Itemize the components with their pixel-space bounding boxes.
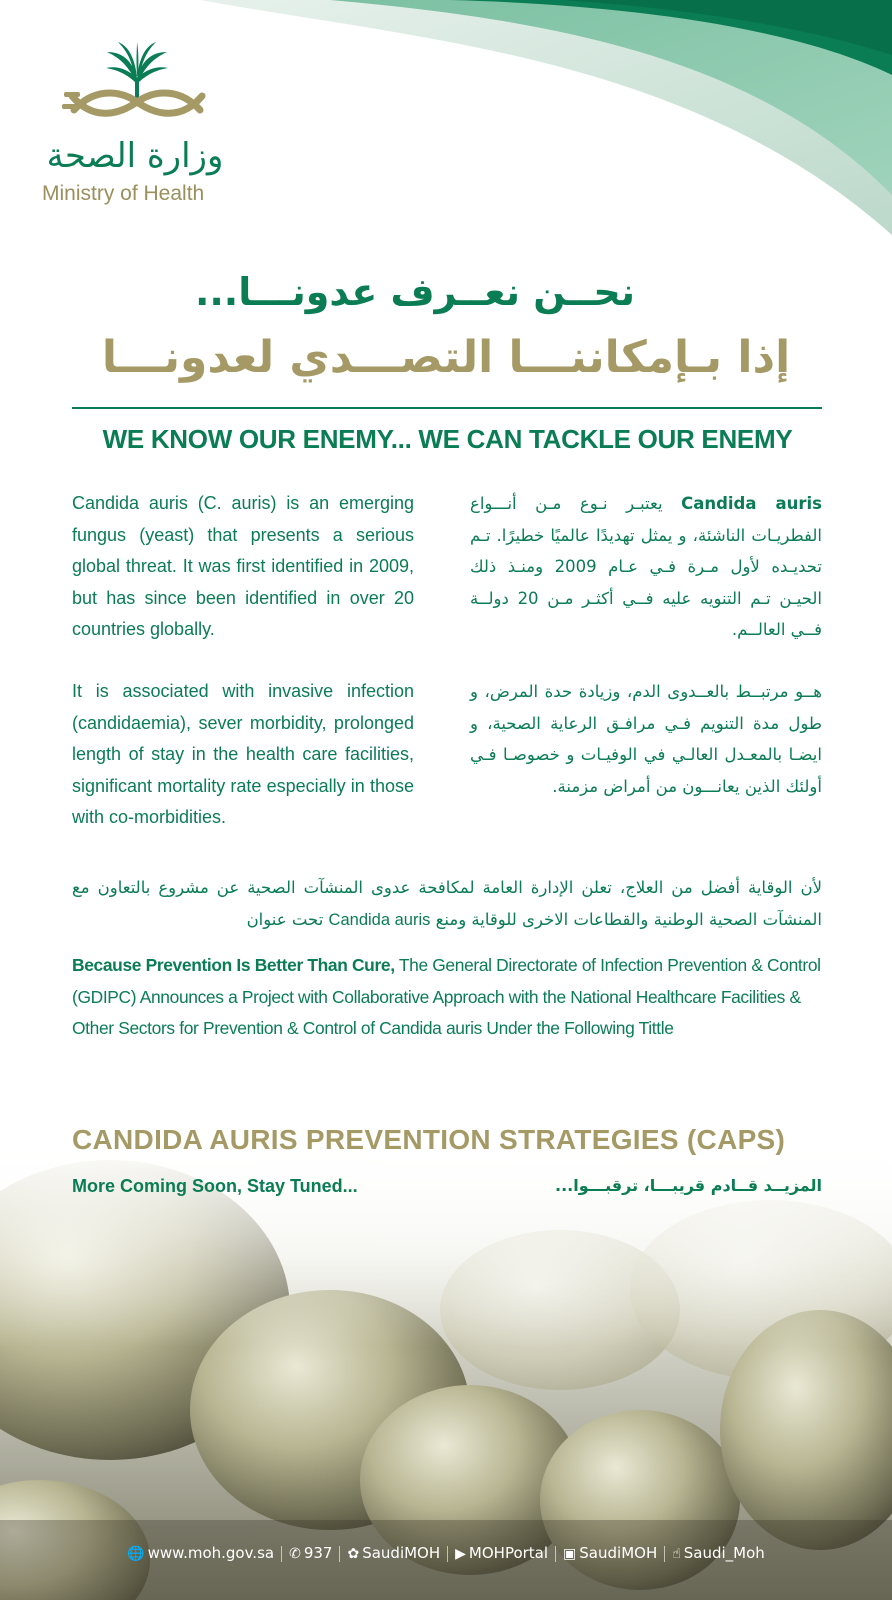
- ministry-logo: [40, 40, 240, 210]
- arabic-paragraph-1: [470, 488, 822, 646]
- headline-divider: [72, 407, 822, 409]
- footer-separator: [339, 1546, 340, 1562]
- footer-website[interactable]: [123, 1544, 278, 1562]
- snapchat-text: Saudi_Moh: [683, 1544, 765, 1562]
- announcement-arabic-part1: لأن الوقاية أفضل من العلاج، تعلن الإدارة العامة لمكافحة عدوى المنشآت الصحية عن مشروع بالتعاون مع المنشآت الصحية الوطنية والقطاعات الاخرى للوقاية ومنع: [72, 878, 822, 929]
- footer-phone[interactable]: [285, 1544, 336, 1562]
- twitter-text: SaudiMOH: [362, 1544, 441, 1562]
- footer-separator: [555, 1546, 556, 1562]
- footer-facebook[interactable]: [559, 1544, 661, 1562]
- announcement-english-text: The General Directorate of Infection Prevention & Control (GDIPC) Announces a Project with Collaborative Approach with the National Healthcare Facilities & Other Sectors for Prevention & Control of Candida auris Under the Following Tittle: [72, 955, 821, 1038]
- arabic-paragraph-1-text: يعتبـر نـوع مـن أنـــواع الفطريـات الناشئة، و يمثل تهديدًا عالميًا خطيرًا. تـم تحديـده لأول مـرة فـي عـام 2009 ومنـذ ذلك الحيـن تـم التنويه عليه فــي أكثـر مـن 20 دولــة فــي العالــم.: [470, 494, 822, 639]
- footer-separator: [447, 1546, 448, 1562]
- facebook-icon: ▣: [563, 1546, 577, 1562]
- english-paragraph-1: Candida auris (C. auris) is an emerging fungus (yeast) that presents a serious global threat. It was first identified in 2009, but has since been identified in over 20 countries globally.: [72, 493, 414, 639]
- arabic-paragraph-2: هــو مرتبــط بالعــدوى الدم، وزيادة حدة المرض، و طول مدة التنويم فـي مرافـق الرعاية الصحية، و ايضـا بالمعـدل العالـي في الوفيـات و خصوصـا فـي أولئك الذين يعانـــون من أمراض مزمنة.: [470, 682, 822, 796]
- palm-swords-emblem-icon: [62, 40, 212, 132]
- candida-microscopy-image: [0, 1140, 892, 1600]
- announcement-english-bold: Because Prevention Is Better Than Cure,: [72, 955, 395, 975]
- globe-icon: 🌐: [127, 1546, 145, 1562]
- youtube-icon: ▶: [455, 1546, 466, 1562]
- snapchat-icon: ☝: [672, 1546, 681, 1562]
- website-text: www.moh.gov.sa: [147, 1544, 275, 1562]
- footer-youtube[interactable]: [451, 1544, 552, 1562]
- ministry-name-arabic: وزارة الصحة: [46, 136, 224, 176]
- youtube-text: MOHPortal: [468, 1544, 549, 1562]
- footer-separator: [281, 1546, 282, 1562]
- phone-icon: ✆: [289, 1546, 301, 1562]
- ministry-name-english: Ministry of Health: [42, 182, 205, 205]
- announcement-english: [72, 950, 824, 1045]
- headline-arabic-line1: نحــن نعــرف عدونـــا...: [194, 270, 636, 314]
- footer-snapchat[interactable]: [668, 1544, 769, 1562]
- coming-soon-english: More Coming Soon, Stay Tuned...: [72, 1176, 358, 1196]
- headline-english: WE KNOW OUR ENEMY... WE CAN TACKLE OUR ENEMY: [102, 424, 793, 454]
- project-title: CANDIDA AURIS PREVENTION STRATEGIES (CAPS): [72, 1124, 786, 1155]
- arabic-paragraph-1-bold: Candida auris: [681, 494, 822, 513]
- twitter-icon: ✿: [347, 1546, 360, 1562]
- footer-twitter[interactable]: [343, 1544, 444, 1562]
- footer-contacts: [0, 1544, 892, 1562]
- headline-arabic-line2: إذا بـإمكاننـــا التصـــدي لعدونـــا: [101, 332, 791, 383]
- facebook-text: SaudiMOH: [579, 1544, 658, 1562]
- announcement-arabic: [72, 872, 822, 936]
- announcement-arabic-part2: تحت عنوان: [246, 909, 329, 929]
- footer-separator: [664, 1546, 665, 1562]
- phone-text: 937: [303, 1544, 333, 1562]
- announcement-arabic-bold: Candida auris: [328, 910, 431, 929]
- english-paragraph-2: It is associated with invasive infection (candidaemia), sever morbidity, prolonged length of stay in the health care facilities, significant mortality rate especially in those with co-morbidities.: [72, 681, 414, 827]
- coming-soon-arabic: المزيــد قــادم قريبـــا، ترقبـــوا...: [554, 1176, 822, 1195]
